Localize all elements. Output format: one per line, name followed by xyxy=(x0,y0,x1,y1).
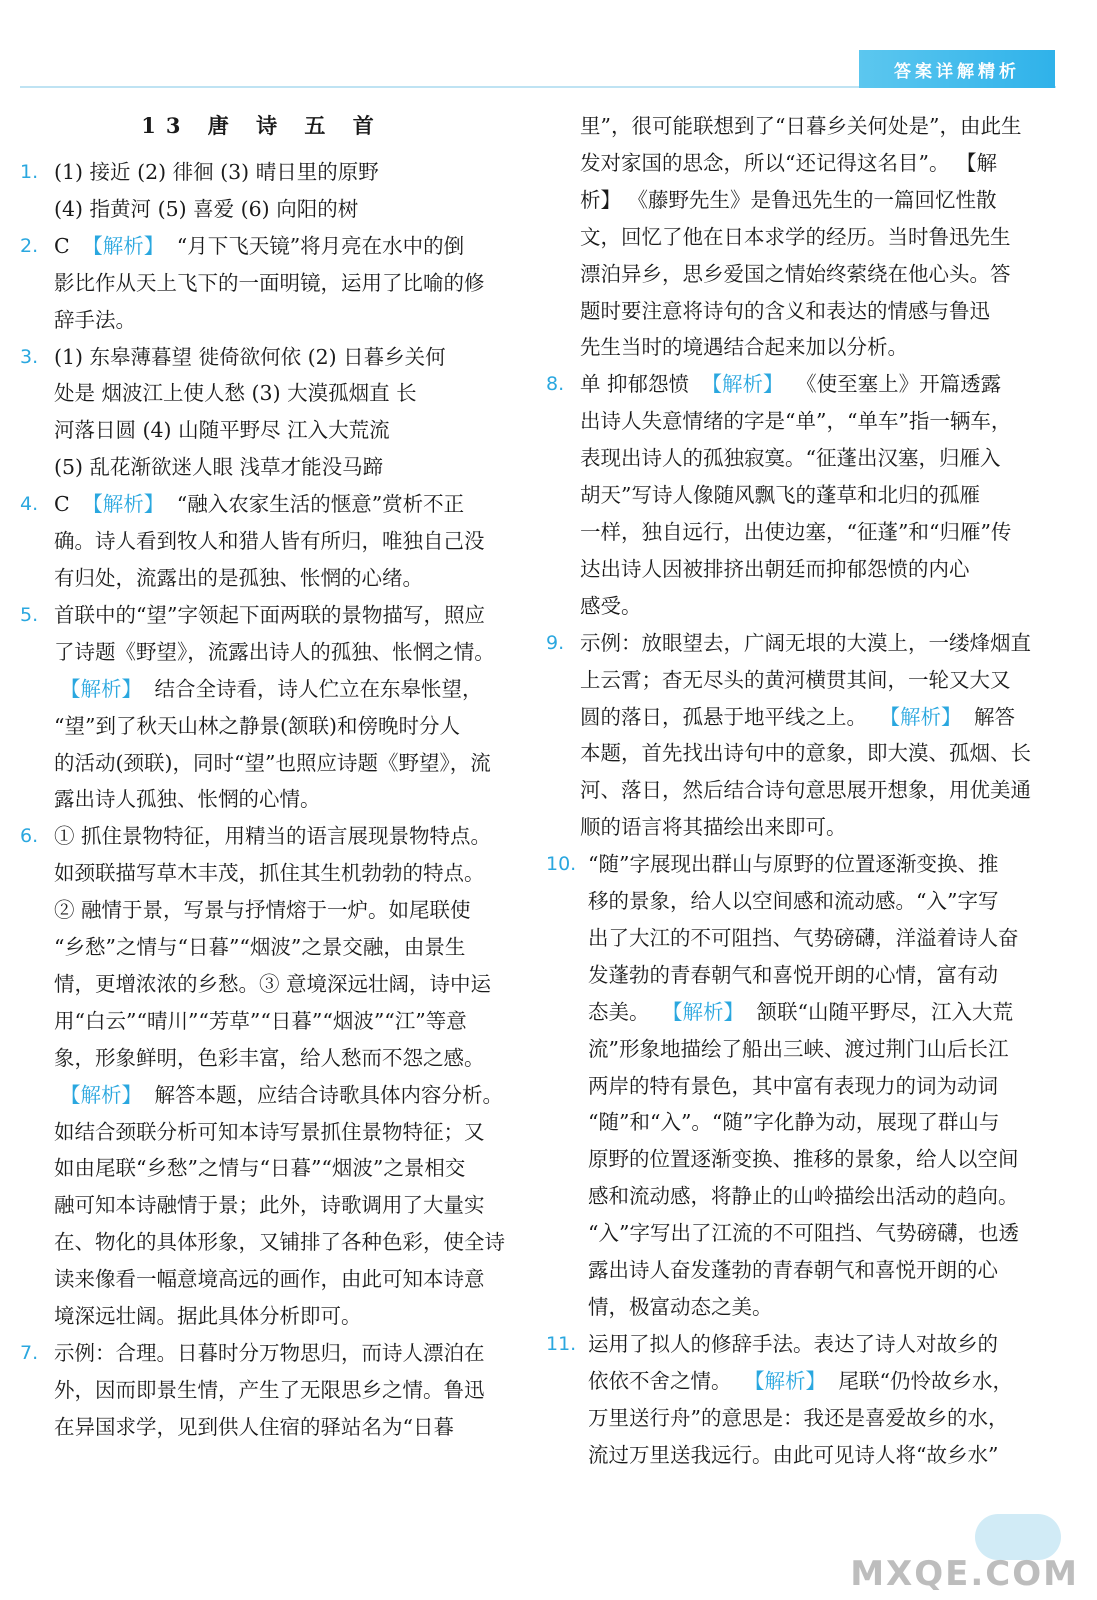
question-number: 4. xyxy=(20,493,39,516)
answer-text xyxy=(54,154,505,228)
text-line: 漂泊异乡，思乡爱国之情始终萦绕在他心头。答 xyxy=(580,261,1011,286)
text-line: 析】 《藤野先生》是鲁迅先生的一篇回忆性散 xyxy=(580,187,997,212)
analysis-tag: 【解析】 xyxy=(701,372,784,397)
text-line: 如由尾联“乡愁”之情与“日暮”“烟波”之景相交 xyxy=(54,1156,466,1181)
text-line: 情，极富动态之美。 xyxy=(588,1295,773,1319)
text-line: “随”和“入”。“随”字化静为动，展现了群山与 xyxy=(588,1110,1000,1135)
text-line: 如结合颈联分析可知本诗写景抓住景物特征；又 xyxy=(54,1119,485,1144)
text-line: 运用了拟人的修辞手法。表达了诗人对故乡的 xyxy=(588,1331,998,1356)
text-line: 达出诗人因被排挤出朝廷而抑郁怨愤的内心 xyxy=(580,556,970,581)
analysis-tag: 【解析】 xyxy=(662,999,745,1024)
text-line: 依依不舍之情。 【解析】 尾联“仍怜故乡水， xyxy=(588,1368,1014,1393)
answer-item xyxy=(20,1077,505,1335)
answer-item xyxy=(20,597,505,671)
text-line: 上云霄；杳无尽头的黄河横贯其间，一轮又大又 xyxy=(580,667,1011,692)
text-line: 在、物化的具体形象，又铺排了各种色彩，使全诗 xyxy=(54,1230,505,1255)
right-column xyxy=(546,108,1031,1474)
answer-item xyxy=(20,339,505,487)
text-line: 一样，独自远行，出使边塞，“征蓬”和“归雁”传 xyxy=(580,519,1012,544)
answer-text xyxy=(580,625,1031,846)
text-line: 首联中的“望”字领起下面两联的景物描写，照应 xyxy=(54,602,485,627)
text-line: 两岸的特有景色，其中富有表现力的词为动词 xyxy=(588,1073,998,1098)
question-number: 8. xyxy=(546,373,565,396)
answer-item xyxy=(546,1326,1028,1474)
analysis-tag: 【解析】 xyxy=(82,233,165,258)
answer-item xyxy=(546,625,1031,846)
text-line: 态美。 【解析】 颔联“山随平野尽，江入大荒 xyxy=(588,999,1014,1024)
text-line: 出诗人失意情绪的字是“单”，“单车”指一辆车， xyxy=(580,409,1012,434)
question-number: 7. xyxy=(20,1342,39,1364)
question-number: 3. xyxy=(20,345,39,368)
answer-item xyxy=(20,1335,505,1446)
text-line: 如颈联描写草木丰茂，抓住其生机勃勃的特点。 xyxy=(54,861,485,886)
right-answer-list xyxy=(546,108,1031,1474)
text-line: 象，形象鲜明，色彩丰富，给人愁而不怨之感。 xyxy=(54,1045,485,1070)
text-line: 露出诗人孤独、怅惘的心情。 xyxy=(54,787,321,812)
text-line: 发蓬勃的青春朝气和喜悦开朗的心情，富有动 xyxy=(588,962,998,987)
text-line: (5) 乱花渐欲迷人眼 浅草才能没马蹄 xyxy=(54,455,384,480)
answer-text xyxy=(54,1335,505,1446)
text-line: 示例：合理。日暮时分万物思归，而诗人漂泊在 xyxy=(54,1341,485,1365)
answer-text xyxy=(588,1326,1028,1474)
text-line: 影比作从天上飞下的一面明镜，运用了比喻的修 xyxy=(54,270,485,295)
text-line: 用“白云”“晴川”“芳草”“日暮”“烟波”“江”等意 xyxy=(54,1008,467,1033)
text-line: 文，回忆了他在日本求学的经历。当时鲁迅先生 xyxy=(580,224,1011,249)
text-line: 胡天”写诗人像随风飘飞的蓬草和北归的孤雁 xyxy=(580,483,980,508)
text-line: 题时要注意将诗句的含义和表达的情感与鲁迅 xyxy=(580,298,990,323)
answer-item xyxy=(20,154,505,228)
analysis-tag: 【解析】 xyxy=(60,676,142,701)
text-line: 融可知本诗融情于景；此外，诗歌调用了大量实 xyxy=(54,1193,485,1218)
text-line: 表现出诗人的孤独寂寞。“征蓬出汉塞，归雁入 xyxy=(580,446,1001,471)
text-line: 河落日圆 (4) 山随平野尽 江入大荒流 xyxy=(54,418,390,443)
text-line: 确。诗人看到牧人和猎人皆有所归，唯独自己没 xyxy=(54,529,485,554)
left-column xyxy=(20,108,505,1446)
question-number: 11. xyxy=(546,1332,577,1355)
analysis-tag: 【解析】 xyxy=(60,1082,142,1107)
analysis-tag: 【解析】 xyxy=(879,704,962,729)
question-number xyxy=(546,108,580,366)
answer-text xyxy=(54,818,505,1076)
text-line: 本题，首先找出诗句中的意象，即大漠、孤烟、长 xyxy=(580,741,1031,766)
question-number: 5. xyxy=(20,603,39,626)
text-line: 在异国求学，见到供人住宿的驿站名为“日暮 xyxy=(54,1414,454,1439)
answer-text xyxy=(580,366,1028,624)
answer-item xyxy=(546,108,1028,366)
text-line: (1) 东皋薄暮望 徙倚欲何依 (2) 日暮乡关何 xyxy=(54,344,446,369)
answer-text xyxy=(588,846,1028,1326)
text-line: 有归处，流露出的是孤独、怅惘的心绪。 xyxy=(54,565,423,590)
answer-text xyxy=(54,597,505,671)
text-line: 圆的落日，孤悬于地平线之上。 【解析】 解答 xyxy=(580,704,1016,729)
text-line: “随”字展现出群山与原野的位置逐渐变换、推 xyxy=(588,852,999,877)
text-line: 【解析】 结合全诗看，诗人伫立在东皋怅望， xyxy=(60,676,483,701)
answer-text xyxy=(54,1077,505,1335)
text-line: 示例：放眼望去，广阔无垠的大漠上，一缕烽烟直 xyxy=(580,630,1031,655)
answer-item xyxy=(20,228,505,339)
text-line: 河、落日，然后结合诗句意思展开想象，用优美通 xyxy=(580,778,1031,803)
text-line: “乡愁”之情与“日暮”“烟波”之景交融，由景生 xyxy=(54,935,466,960)
text-line: ① 抓住景物特征，用精当的语言展现景物特点。 xyxy=(54,824,492,849)
question-number xyxy=(20,1077,54,1335)
text-line: 读来像看一幅意境高远的画作，由此可知本诗意 xyxy=(54,1267,485,1292)
text-line: 万里送行舟”的意思是：我还是喜爱故乡的水， xyxy=(588,1405,1009,1430)
section-badge: 答案详解精析 xyxy=(859,50,1055,88)
text-line: (4) 指黄河 (5) 喜爱 (6) 向阳的树 xyxy=(54,196,359,221)
text-line: “望”到了秋天山林之静景(颔联)和傍晚时分人 xyxy=(54,713,460,738)
left-answer-list xyxy=(20,154,505,1446)
text-line: 顺的语言将其描绘出来即可。 xyxy=(580,815,847,840)
answer-item xyxy=(20,486,505,597)
watermark: MXQE.COM xyxy=(850,1554,1079,1594)
text-line: 移的景象，给人以空间感和流动感。“入”字写 xyxy=(588,889,999,914)
text-line: C 【解析】 “融入农家生活的惬意”赏析不正 xyxy=(54,492,465,517)
text-line: 的活动(颈联)，同时“望”也照应诗题《野望》，流 xyxy=(54,750,491,775)
text-line: 情，更增浓浓的乡愁。③ 意境深远壮阔，诗中运 xyxy=(54,971,492,996)
answer-text xyxy=(580,108,1028,366)
text-line: 原野的位置逐渐变换、推移的景象，给人以空间 xyxy=(588,1147,1019,1172)
text-line: 露出诗人奋发蓬勃的青春朝气和喜悦开朗的心 xyxy=(588,1258,998,1283)
text-line: 流”形象地描绘了船出三峡、渡过荆门山后长江 xyxy=(588,1036,1009,1061)
page-title: 13 唐 诗 五 首 xyxy=(141,113,384,138)
text-line: 外，因而即景生情，产生了无限思乡之情。鲁迅 xyxy=(54,1377,485,1402)
text-line: 了诗题《野望》，流露出诗人的孤独、怅惘之情。 xyxy=(54,639,495,664)
text-line: 境深远壮阔。据此具体分析即可。 xyxy=(54,1304,362,1329)
text-line: 发对家国的思念，所以“还记得这名目”。 【解 xyxy=(580,150,997,175)
text-line: 【解析】 解答本题，应结合诗歌具体内容分析。 xyxy=(60,1082,504,1107)
text-line: 处是 烟波江上使人愁 (3) 大漠孤烟直 长 xyxy=(54,381,417,406)
text-line: ② 融情于景，写景与抒情熔于一炉。如尾联使 xyxy=(54,898,471,923)
analysis-tag: 【解析】 xyxy=(744,1368,827,1393)
answer-item xyxy=(20,818,505,1076)
text-line: 感和流动感，将静止的山岭描绘出活动的趋向。 xyxy=(588,1184,1019,1209)
text-line: 感受。 xyxy=(580,593,642,618)
question-number xyxy=(20,671,54,819)
text-line: 出了大江的不可阻挡、气势磅礴，洋溢着诗人奋 xyxy=(588,925,1019,950)
answer-text xyxy=(54,339,505,487)
answer-item xyxy=(20,671,505,819)
answer-text xyxy=(54,228,505,339)
analysis-tag: 【解析】 xyxy=(82,492,165,517)
text-line: 单 抑郁怨愤 【解析】 《使至塞上》开篇透露 xyxy=(580,372,1002,397)
text-line: 先生当时的境遇结合起来加以分析。 xyxy=(580,335,908,360)
question-number: 10. xyxy=(546,853,577,876)
question-number: 9. xyxy=(546,631,565,654)
question-number: 2. xyxy=(20,234,39,257)
question-number: 1. xyxy=(20,161,39,183)
text-line: 辞手法。 xyxy=(54,307,136,332)
text-line: C 【解析】 “月下飞天镜”将月亮在水中的倒 xyxy=(54,233,465,258)
text-line: 里”，很可能联想到了“日暮乡关何处是”，由此生 xyxy=(580,114,1022,138)
answer-text xyxy=(54,486,505,597)
text-line: (1) 接近 (2) 徘徊 (3) 晴日里的原野 xyxy=(54,160,379,184)
answer-item xyxy=(546,846,1028,1326)
answer-item xyxy=(546,366,1028,624)
text-line: “入”字写出了江流的不可阻挡、气势磅礴，也透 xyxy=(588,1221,1019,1246)
answer-text xyxy=(54,671,505,819)
question-number: 6. xyxy=(20,825,39,848)
text-line: 流过万里送我远行。由此可见诗人将“故乡水” xyxy=(588,1442,999,1467)
